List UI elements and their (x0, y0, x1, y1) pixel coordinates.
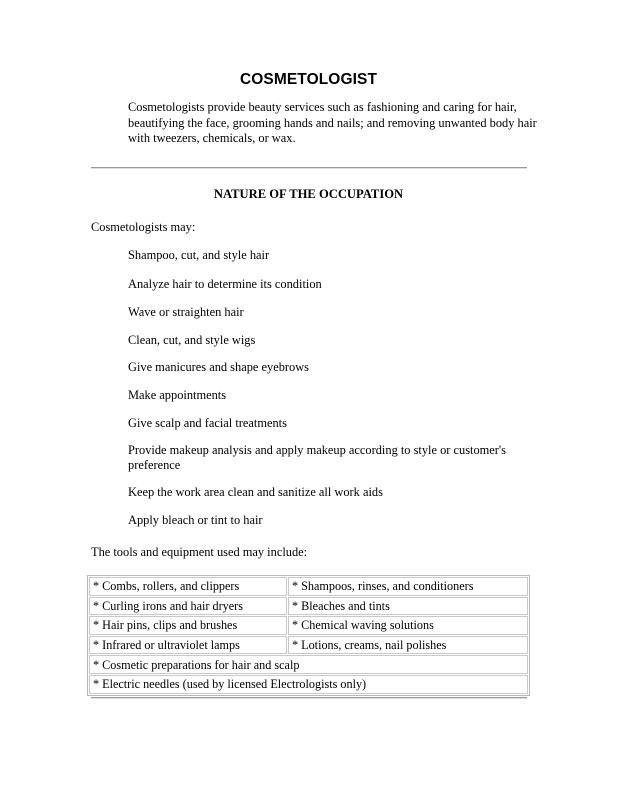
table-cell: * Cosmetic preparations for hair and scalp (89, 655, 528, 674)
table-row (89, 616, 528, 635)
tools-table (87, 575, 530, 696)
divider-bottom (91, 697, 527, 699)
list-item: Give manicures and shape eyebrows (128, 360, 309, 375)
divider-top (91, 167, 527, 169)
page-title: COSMETOLOGIST (239, 71, 378, 88)
duties-lead: Cosmetologists may: (91, 220, 196, 234)
list-item: Make appointments (128, 387, 227, 402)
intro-paragraph: Cosmetologists provide beauty services such as fashioning and caring for hair, beautifying the face, grooming hands and nails; and removing unwanted body hair with tweezers, chemicals, or wax. (128, 100, 537, 146)
list-item: Apply bleach or tint to hair (128, 512, 263, 527)
table-cell: * Chemical waving solutions (288, 616, 528, 635)
list-item: Analyze hair to determine its condition (128, 276, 322, 291)
table-row (89, 636, 528, 655)
table-cell: * Shampoos, rinses, and conditioners (288, 577, 528, 596)
table-row (89, 675, 528, 694)
table-row (89, 577, 528, 596)
table-cell: * Hair pins, clips and brushes (89, 616, 287, 635)
list-item: Keep the work area clean and sanitize all work aids (128, 485, 383, 500)
table-cell: * Bleaches and tints (288, 597, 528, 616)
table-cell: * Lotions, creams, nail polishes (288, 636, 528, 655)
table-cell: * Electric needles (used by licensed Electrologists only) (89, 675, 528, 694)
list-item: Clean, cut, and style wigs (128, 332, 256, 347)
list-item: Wave or straighten hair (128, 305, 244, 320)
table-row (89, 597, 528, 616)
table-cell: * Combs, rollers, and clippers (89, 577, 287, 596)
duties-list (128, 248, 528, 528)
list-item: Give scalp and facial treatments (128, 415, 287, 430)
table-row (89, 655, 528, 674)
list-item: Shampoo, cut, and style hair (128, 248, 270, 262)
table-cell: * Infrared or ultraviolet lamps (89, 636, 287, 655)
section-heading: NATURE OF THE OCCUPATION (213, 187, 404, 201)
list-item: Provide makeup analysis and apply makeup according to style or customer's preference (128, 443, 506, 472)
tools-lead: The tools and equipment used may include: (91, 545, 308, 559)
table-cell: * Curling irons and hair dryers (89, 597, 287, 616)
